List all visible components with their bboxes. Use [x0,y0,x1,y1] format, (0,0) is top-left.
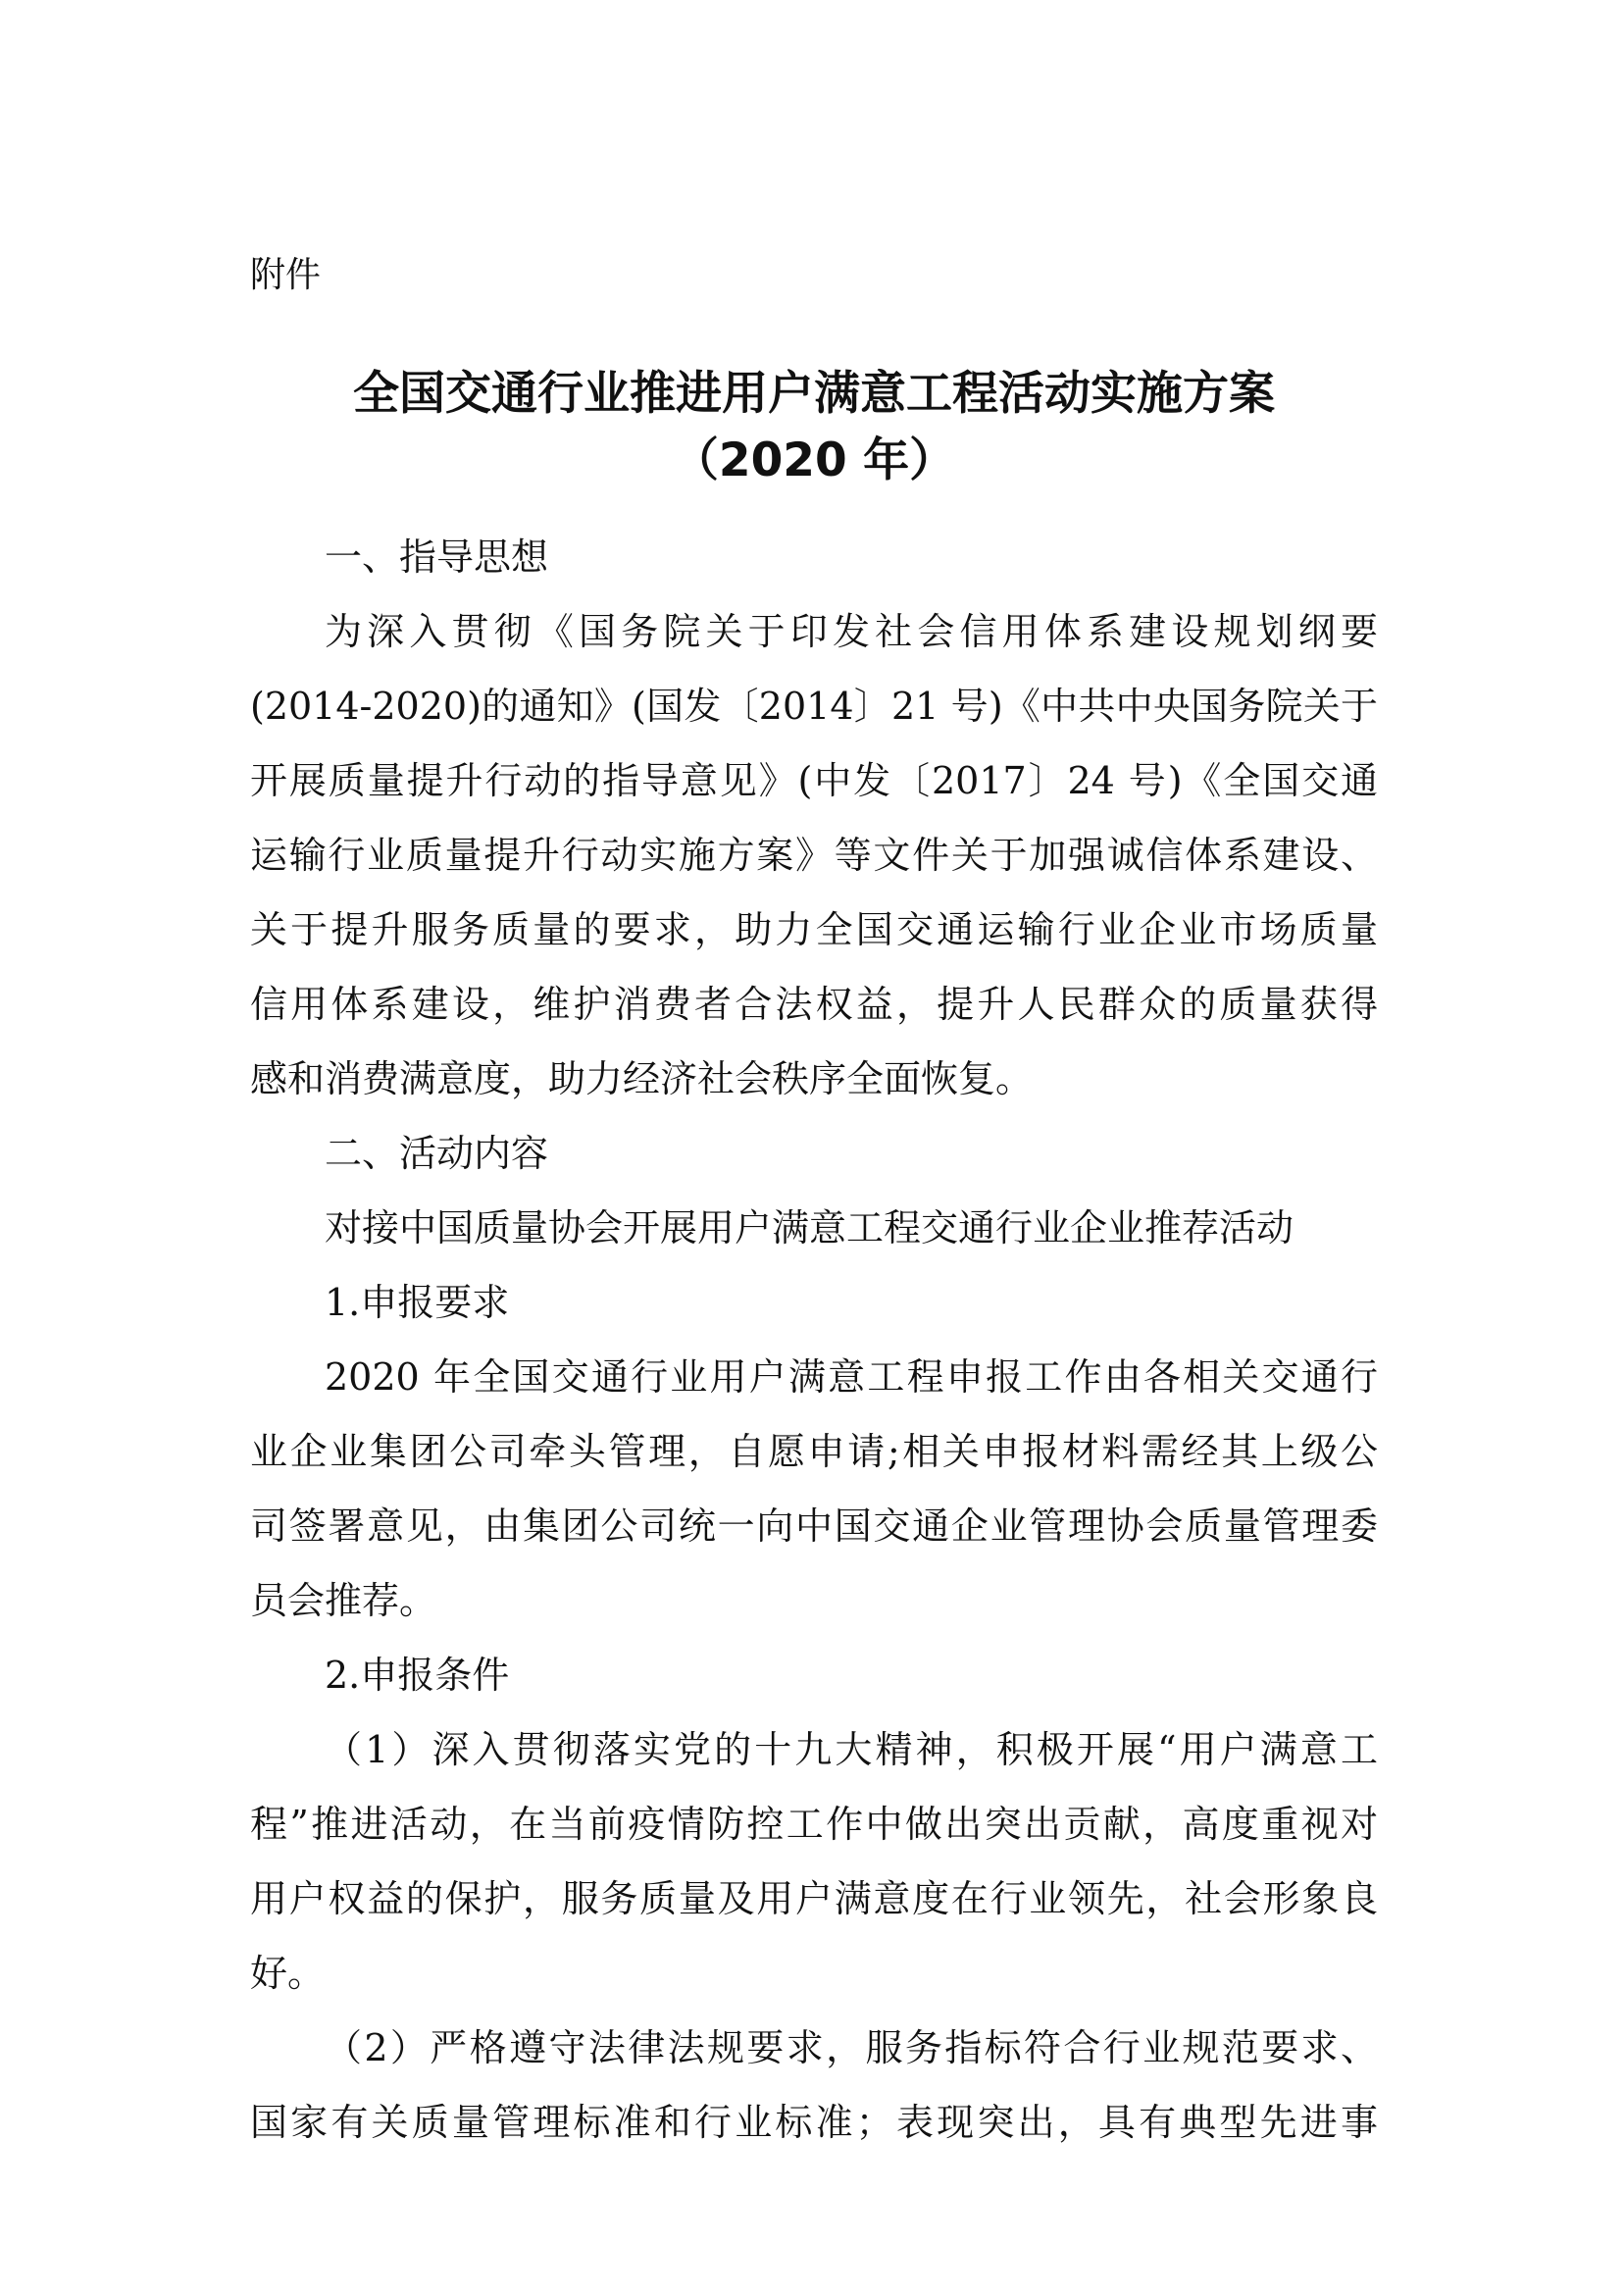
body-line: 好。 [250,1952,326,1995]
body-line: 感和消费满意度，助力经济社会秩序全面恢复。 [250,1057,1034,1100]
body-line: 一、指导思想 [325,535,549,579]
body-line: 关于提升服务质量的要求，助力全国交通运输行业企业市场质量 [250,908,1378,951]
body-line: 业企业集团公司牵头管理，自愿申请;相关申报材料需经其上级公 [250,1430,1378,1473]
body-line: （2）严格遵守法律法规要求，服务指标符合行业规范要求、 [325,2026,1378,2069]
body-line: 二、活动内容 [325,1132,549,1175]
body-line: 对接中国质量协会开展用户满意工程交通行业企业推荐活动 [325,1206,1294,1249]
body-line: 国家有关质量管理标准和行业标准；表现突出，具有典型先进事 [250,2101,1378,2144]
body-line: 员会推荐。 [250,1579,437,1622]
document-title-year: （2020 年） [672,433,956,487]
body-line: 2020 年全国交通行业用户满意工程申报工作由各相关交通行 [325,1355,1378,1399]
attachment-label: 附件 [250,255,322,295]
body-line: 程”推进活动，在当前疫情防控工作中做出突出贡献，高度重视对 [250,1803,1378,1846]
document-body [250,520,1378,2160]
body-line: 司签署意见，由集团公司统一向中国交通企业管理协会质量管理委 [250,1504,1378,1548]
body-line: (2014-2020)的通知》(国发〔2014〕21 号)《中共中央国务院关于 [250,685,1378,728]
body-line: 为深入贯彻《国务院关于印发社会信用体系建设规划纲要 [325,610,1378,653]
body-line: 运输行业质量提升行动实施方案》等文件关于加强诚信体系建设、 [250,834,1378,877]
document-title: 全国交通行业推进用户满意工程活动实施方案 [353,367,1275,421]
body-line: 信用体系建设，维护消费者合法权益，提升人民群众的质量获得 [250,983,1378,1026]
body-line: 用户权益的保护，服务质量及用户满意度在行业领先，社会形象良 [250,1877,1378,1920]
body-line: 2.申报条件 [325,1654,510,1697]
body-line: （1）深入贯彻落实党的十九大精神，积极开展“用户满意工 [325,1728,1378,1771]
body-line: 1.申报要求 [325,1281,510,1324]
body-line: 开展质量提升行动的指导意见》(中发〔2017〕24 号)《全国交通 [250,759,1378,802]
